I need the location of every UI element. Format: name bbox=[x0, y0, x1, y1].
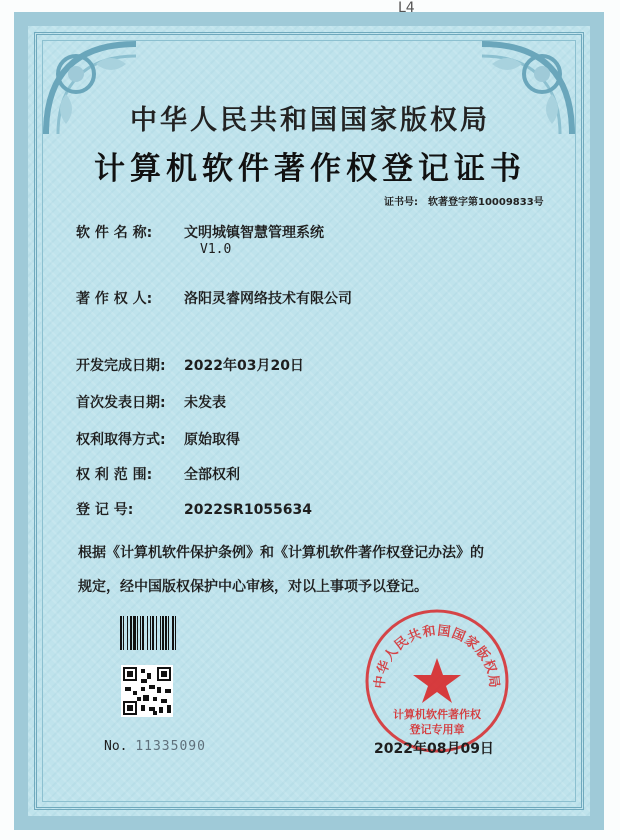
field-value: 原始取得 bbox=[184, 432, 240, 448]
official-seal-icon bbox=[362, 606, 512, 756]
field-label: 软 件 名 称: bbox=[76, 225, 153, 241]
serial-label: No. bbox=[104, 739, 128, 754]
field-value: 全部权利 bbox=[184, 467, 240, 483]
serial-value: 11335090 bbox=[135, 739, 206, 754]
field-first-publication bbox=[76, 392, 226, 412]
certificate-title: 计算机软件著作权登记证书 bbox=[94, 151, 526, 187]
issue-date: 2022年08月09日 bbox=[374, 741, 494, 757]
field-copyright-owner bbox=[76, 288, 352, 308]
qr-code-icon bbox=[121, 665, 173, 717]
barcode-icon bbox=[120, 616, 192, 650]
field-label: 登 记 号: bbox=[76, 502, 134, 518]
svg-text:登记专用章: 登记专用章 bbox=[409, 723, 465, 736]
field-label: 首次发表日期: bbox=[76, 395, 166, 411]
field-value: 2022SR1055634 bbox=[184, 502, 313, 518]
field-label: 开发完成日期: bbox=[76, 358, 166, 374]
field-value: 未发表 bbox=[184, 395, 226, 411]
certificate-number-value: 软著登字第10009833号 bbox=[428, 197, 544, 208]
field-label: 著 作 权 人: bbox=[76, 291, 153, 307]
field-label: 权利取得方式: bbox=[76, 432, 166, 448]
svg-text:计算机软件著作权: 计算机软件著作权 bbox=[393, 708, 481, 721]
field-value: 2022年03月20日 bbox=[184, 358, 304, 374]
issuing-authority-title: 中华人民共和国国家版权局 bbox=[130, 105, 490, 136]
field-acquisition-method bbox=[76, 429, 240, 449]
field-software-name bbox=[76, 222, 324, 242]
statement-line-1: 根据《计算机软件保护条例》和《计算机软件著作权登记办法》的 bbox=[78, 545, 484, 561]
field-value: 洛阳灵睿网络技术有限公司 bbox=[184, 291, 352, 307]
field-completion-date bbox=[76, 355, 304, 375]
field-label: 权 利 范 围: bbox=[76, 467, 153, 483]
svg-text:中华人民共和国国家版权局: 中华人民共和国国家版权局 bbox=[372, 623, 502, 690]
certificate-number bbox=[384, 193, 544, 208]
field-rights-scope bbox=[76, 464, 240, 484]
serial-number bbox=[104, 739, 206, 754]
handwritten-mark: L4 bbox=[398, 0, 415, 16]
certificate-number-label: 证书号: bbox=[384, 197, 418, 208]
field-registration-number bbox=[76, 499, 312, 519]
software-version: V1.0 bbox=[200, 242, 232, 257]
field-value: 文明城镇智慧管理系统 bbox=[184, 225, 324, 241]
statement-line-2: 规定，经中国版权保护中心审核，对以上事项予以登记。 bbox=[78, 579, 428, 595]
